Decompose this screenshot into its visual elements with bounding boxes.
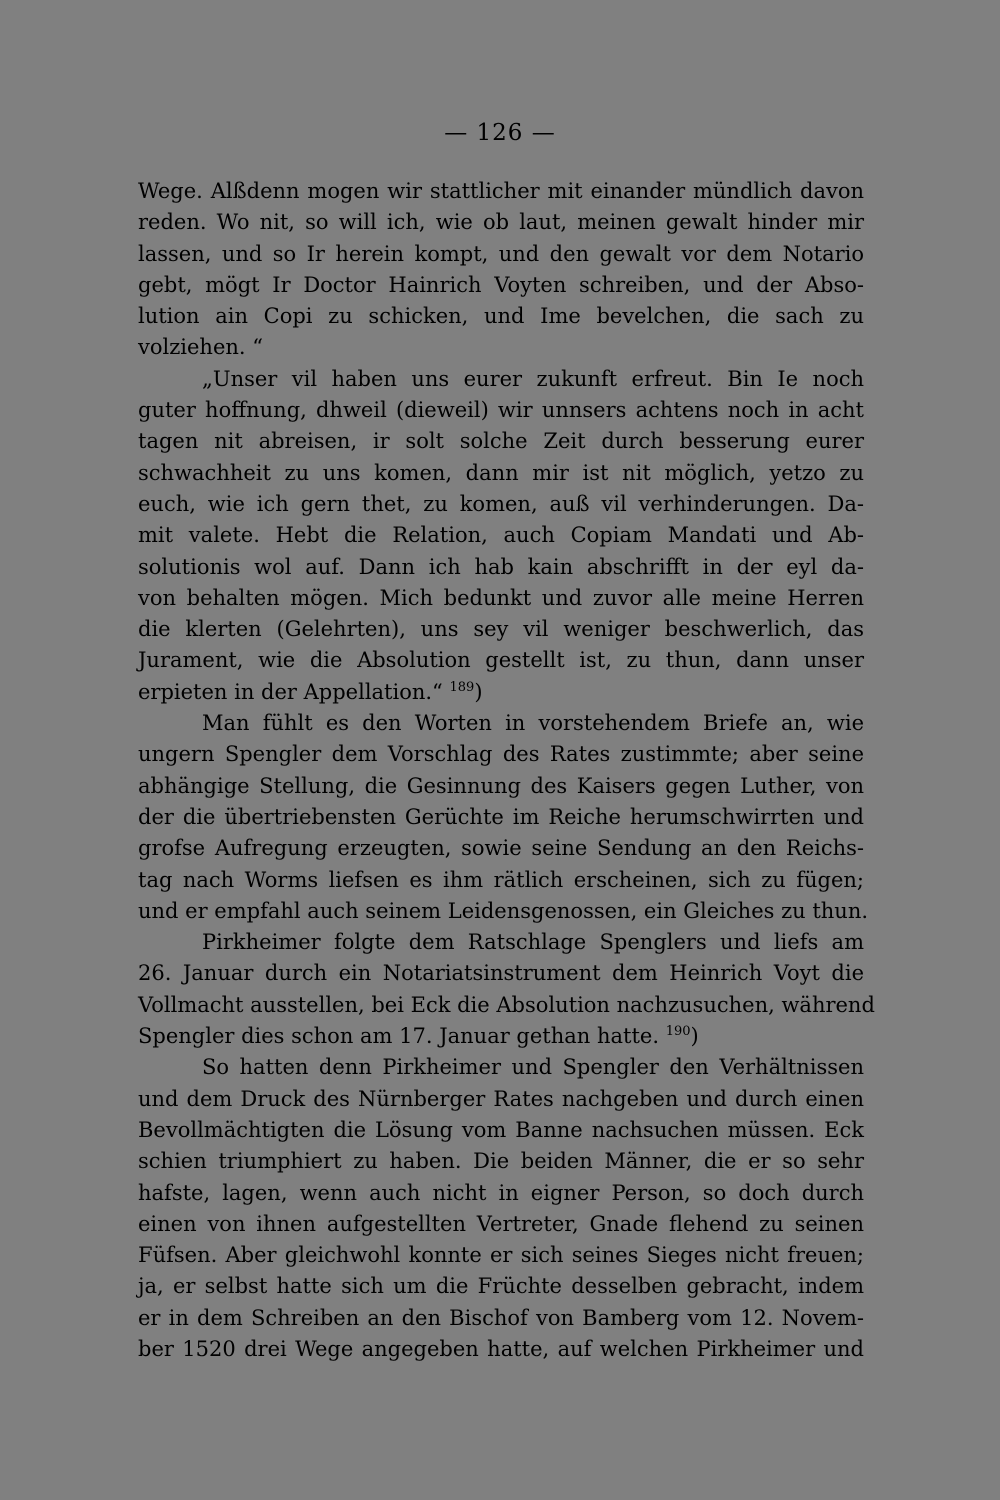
text-line: [138, 1146, 864, 1177]
line-text: 26. Januar durch ein Notariatsinstrument dem Heinrich Voyt die: [138, 961, 864, 986]
line-text: grofse Aufregung erzeugten, sowie seine Sendung an den Reichs-: [138, 836, 864, 861]
line-text: tag nach Worms liefsen es ihm rätlich erscheinen, sich zu fügen;: [138, 867, 864, 892]
line-text: die klerten (Gelehrten), uns sey vil weniger beschwerlich, das: [138, 617, 864, 642]
body-text: [138, 176, 875, 1365]
line-text: ber 1520 drei Wege angegeben hatte, auf welchen Pirkheimer und: [138, 1336, 864, 1361]
line-text: volziehen. “: [138, 335, 263, 360]
line-text: guter hoffnung, dhweil (dieweil) wir unnsers achtens noch in acht: [138, 398, 864, 423]
text-line: [138, 739, 864, 770]
paragraph: [138, 364, 864, 708]
paragraph: [138, 708, 869, 927]
line-text: lution ain Copi zu schicken, und Ime bevelchen, die sach zu: [138, 304, 864, 329]
line-text: Wege. Alßdenn mogen wir stattlicher mit einander mündlich davon: [138, 179, 864, 203]
line-text: Jurament, wie die Absolution gestellt ist, zu thun, dann unser: [138, 648, 864, 673]
text-line: [138, 1115, 864, 1146]
text-line: [138, 364, 864, 395]
line-text: Füfsen. Aber gleichwohl konnte er sich seines Sieges nicht freuen;: [138, 1243, 864, 1268]
text-line: [138, 1303, 864, 1334]
line-text: „Unser vil haben uns eurer zukunft erfreut. Bin Ie noch: [202, 366, 864, 391]
text-line: [138, 1240, 864, 1271]
text-line: [138, 677, 864, 708]
line-text: schwachheit zu uns komen, dann mir ist nit möglich, yetzo zu: [138, 460, 864, 485]
text-line: [138, 833, 864, 864]
line-text: von behalten mögen. Mich bedunkt und zuvor alle meine Herren: [138, 585, 864, 610]
text-line: [138, 771, 864, 802]
line-text: Vollmacht ausstellen, bei Eck die Absolution nachzusuchen, während: [138, 992, 875, 1017]
text-line: [138, 614, 864, 645]
text-line: [138, 458, 864, 489]
line-text: Spengler dies schon am 17. Januar gethan hatte.: [138, 1024, 660, 1049]
paragraph: [138, 176, 864, 364]
paragraph: [138, 1052, 864, 1365]
text-line: [138, 239, 864, 270]
text-line: [138, 1209, 864, 1240]
line-text: schien triumphiert zu haben. Die beiden Männer, die er so sehr: [138, 1149, 864, 1174]
text-line: [138, 865, 864, 896]
text-line: [138, 958, 864, 989]
text-line: [138, 552, 864, 583]
text-line: [138, 645, 864, 676]
line-text: So hatten denn Pirkheimer und Spengler den Verhältnissen: [202, 1055, 864, 1080]
text-line: [138, 301, 864, 332]
page-number: — 126 —: [444, 120, 556, 146]
line-text: mit valete. Hebt die Relation, auch Copiam Mandati und Ab-: [138, 523, 864, 548]
line-text: ja, er selbst hatte sich um die Früchte desselben gebracht, indem: [138, 1274, 864, 1299]
text-line: [138, 1178, 864, 1209]
line-text: er in dem Schreiben an den Bischof von Bamberg vom 12. Novem-: [138, 1305, 864, 1330]
line-text: solutionis wol auf. Dann ich hab kain abschrifft in der eyl da-: [138, 554, 864, 579]
text-line: [138, 207, 864, 238]
text-line: [138, 802, 864, 833]
line-text: und dem Druck des Nürnberger Rates nachgeben und durch einen: [138, 1086, 864, 1111]
line-text: hafste, lagen, wenn auch nicht in eigner Person, so doch durch: [138, 1180, 864, 1205]
line-text: reden. Wo nit, so will ich, wie ob laut, meinen gewalt hinder mir: [138, 210, 864, 235]
line-text: abhängige Stellung, die Gesinnung des Kaisers gegen Luther, von: [138, 773, 864, 798]
text-line: [138, 489, 864, 520]
text-line: [138, 927, 864, 958]
text-line: [138, 708, 864, 739]
text-line: [138, 332, 864, 363]
line-text: einen von ihnen aufgestellten Vertreter, Gnade flehend zu seinen: [138, 1211, 864, 1236]
text-line: [138, 1084, 864, 1115]
text-line: [138, 176, 864, 207]
line-text: Pirkheimer folgte dem Ratschlage Spenglers und liefs am: [202, 930, 864, 955]
line-text: erpieten in der Appellation.“: [138, 679, 443, 704]
text-line: [138, 583, 864, 614]
text-line: [138, 395, 864, 426]
line-text: tagen nit abreisen, ir solt solche Zeit durch besserung eurer: [138, 429, 864, 454]
footnote-reference: 189: [449, 679, 475, 695]
line-text: Bevollmächtigten die Lösung vom Banne nachsuchen müssen. Eck: [138, 1117, 864, 1142]
line-text: der die übertriebensten Gerüchte im Reiche herumschwirrten und: [138, 804, 864, 829]
paragraph: [138, 927, 875, 1052]
text-line: [138, 426, 864, 457]
text-line: [138, 520, 864, 551]
text-line: [138, 1021, 864, 1052]
line-text: ungern Spengler dem Vorschlag des Rates zustimmte; aber seine: [138, 742, 864, 767]
text-line: [138, 1334, 864, 1365]
line-text: lassen, und so Ir herein kompt, und den gewalt vor dem Notario: [138, 241, 864, 266]
text-line: [138, 1052, 864, 1083]
text-line: [138, 270, 864, 301]
text-line: [138, 1271, 864, 1302]
line-text: Man fühlt es den Worten in vorstehendem Briefe an, wie: [202, 711, 864, 736]
line-text: und er empfahl auch seinem Leidensgenossen, ein Gleiches zu thun.: [138, 898, 869, 923]
footnote-reference: 190: [665, 1024, 691, 1040]
footnote-paren: ): [690, 1024, 699, 1049]
footnote-paren: ): [474, 679, 483, 704]
line-text: euch, wie ich gern thet, zu komen, auß vil verhinderungen. Da-: [138, 491, 864, 516]
line-text: gebt, mögt Ir Doctor Hainrich Voyten schreiben, und der Abso-: [138, 272, 864, 297]
text-line: [138, 896, 869, 927]
text-line: [138, 990, 875, 1021]
